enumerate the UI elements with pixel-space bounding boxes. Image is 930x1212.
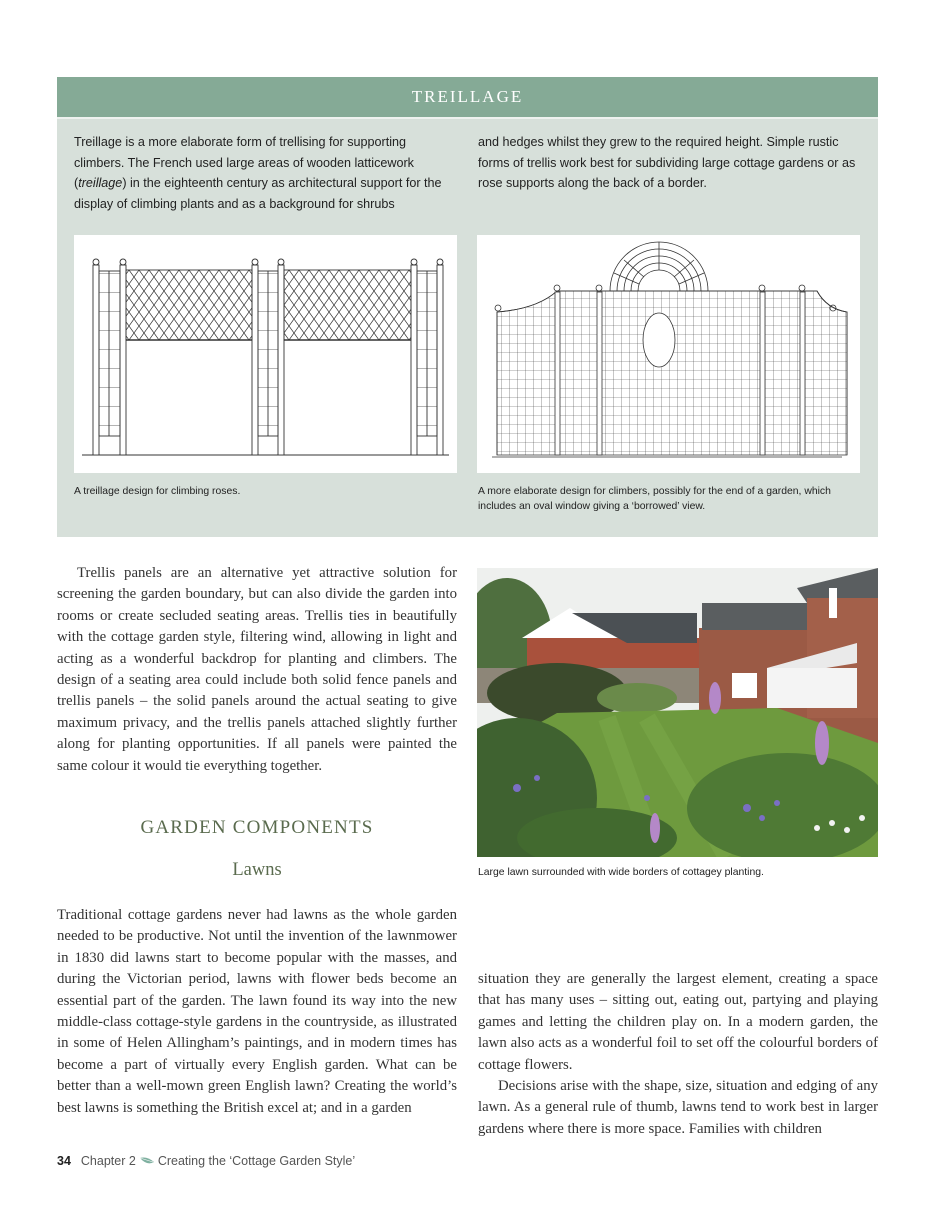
sidebar-text-right: and hedges whilst they grew to the required height. Simple rustic forms of trellis work best for subdividing large cottage gardens or as rose supports along the back of a border. [478,135,856,190]
sidebar-text-left [74,132,454,214]
treillage-drawing-arch-oval-window-icon [477,235,860,473]
figure-caption-left: A treillage design for climbing roses. [74,486,241,497]
sidebar-text-left-part: Treillage is a more elaborate form of trellising for supporting climbers. The French used large areas of wooden latticework ( [74,135,414,190]
page-footer [57,1154,355,1169]
section-heading: GARDEN COMPONENTS [140,817,374,838]
sidebar-header-band [57,77,878,119]
sidebar-text-left-part: ) in the eighteenth century as architectural support for the display of climbing plants and as a background for shrubs [74,176,442,211]
figure-caption-right: A more elaborate design for climbers, possibly for the end of a garden, which includes an oval window giving a ‘borrowed’ view. [478,486,831,512]
garden-lawn-photo-icon [477,568,878,857]
treillage-sidebar-box [57,77,878,537]
treillage-drawing-diamond-lattice-icon [74,235,457,473]
lawn-paragraph-1: Traditional cottage gardens never had lawns as the whole garden needed to be productive. Not until the invention of the lawnmower in 1830 did lawns start to become popular with the masses, and during the Victorian period, lawns with flower beds become an essential part of the garden. The lawn found its way into the new middle-class cottage-style gardens in the countryside, as illustrated in some of Helen Allingham’s paintings, and in modern times has become a part of virtually every English garden. What can be better than a well-mown green English lawn? Creating the world’s best lawns is something the British excel at; and in a garden [57,907,457,1116]
trellis-paragraph: Trellis panels are an alternative yet attractive solution for screening the garden boundary, but can also divide the garden into rooms or create secluded seating areas. Trellis ties in beautifully with the cottage garden style, filtering wind, allowing in light and acting as a wonderful backdrop for planting and climbers. The design of a seating area could include both solid fence panels and trellis panels – the solid panels around the actual seating to give maximum privacy, and the trellis panels attached slightly further along for planting opportunities. If all panels were painted the same colour it would tie everything together. [57,565,457,774]
photo-caption: Large lawn surrounded with wide borders of cottagey planting. [478,867,764,878]
lawn-paragraph-2 [478,969,878,1140]
lawn-paragraph-2b: Decisions arise with the shape, size, situation and edging of any lawn. As a general rule of thumb, lawns tend to work best in larger gardens where there is more space. Families with children [478,1078,878,1137]
leaf-icon [139,1155,155,1169]
lawn-paragraph-2a: situation they are generally the largest element, creating a space that has many uses – sitting out, eating out, partying and playing games and letting the children play on. In a modern garden, the lawn also acts as a wonderful foil to set off the colourful borders of cottage flowers. [478,971,878,1073]
chapter-label: Chapter 2 [80,1154,136,1168]
sidebar-title: TREILLAGE [411,87,524,106]
page-number: 34 [57,1154,71,1168]
sub-heading: Lawns [232,860,282,880]
sidebar-text-italic-term: treillage [78,176,123,190]
chapter-title: Creating the ‘Cottage Garden Style’ [157,1154,356,1168]
